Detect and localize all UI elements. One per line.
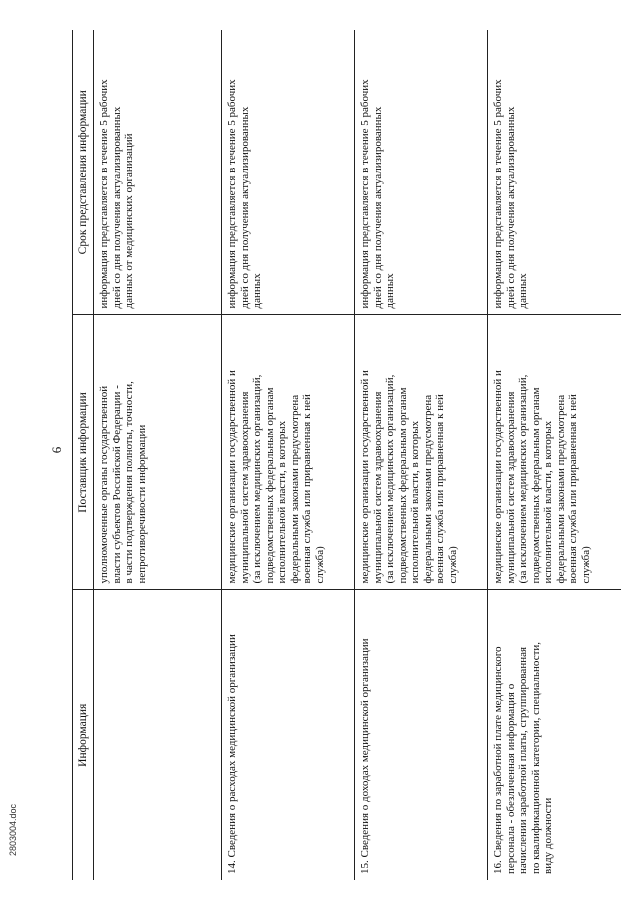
page-number: 6	[49, 446, 64, 454]
table-row	[94, 30, 222, 880]
info-cell: 14. Сведения о расходах медицинской организации	[222, 590, 355, 880]
header-info: Информация	[73, 590, 94, 880]
information-table	[72, 30, 621, 880]
supplier-cell: уполномоченные органы государственной власти субъектов Российской Федерации - в части подтверждения полноты, точности, непротиворечивости информации	[94, 315, 222, 590]
supplier-cell: медицинские организации государственной и муниципальной систем здравоохранения (за исключением медицинских организаций, подведомственных федеральным органам исполнительной власти, в которых федеральными законами предусмотрена военная служба или приравненная к ней служба)	[222, 315, 355, 590]
rotated-table-sheet	[50, 30, 610, 880]
header-deadline: Срок представления информации	[73, 30, 94, 315]
document-file-id: 2803004.doc	[8, 803, 18, 856]
info-cell: 16. Сведения по заработной плате медицинского персонала - обезличенная информация о начислении заработной платы, сгруппированная по квалификационной категории, специальности, виду должности	[492, 641, 554, 874]
table-header-row	[73, 30, 94, 880]
deadline-cell: информация представляется в течение 5 рабочих дней со дня получения актуализированных данных	[222, 30, 355, 315]
info-cell	[94, 590, 222, 880]
deadline-cell: информация представляется в течение 5 рабочих дней со дня получения актуализированных данных	[488, 30, 621, 315]
table-row	[222, 30, 355, 880]
supplier-cell: медицинские организации государственной и муниципальной систем здравоохранения (за исключением медицинских организаций, подведомственных федеральным органам исполнительной власти, в которых федеральными законами предусмотрена военная служба или приравненная к ней служба)	[488, 315, 621, 590]
deadline-cell: информация представляется в течение 5 рабочих дней со дня получения актуализированных данных	[355, 30, 488, 315]
supplier-cell: медицинские организации государственной и муниципальной систем здравоохранения (за исключением медицинских организаций, подведомственных федеральным органам исполнительной власти, в которых федеральными законами предусмотрена военная служба или приравненная к ней служба)	[355, 315, 488, 590]
header-supplier: Поставщик информации	[73, 315, 94, 590]
info-cell: 15. Сведения о доходах медицинской организации	[355, 590, 488, 880]
table-row	[355, 30, 488, 880]
table-row	[488, 30, 621, 880]
deadline-cell: информация представляется в течение 5 рабочих дней со дня получения актуализированных данных от медицинских организаций	[94, 30, 222, 315]
